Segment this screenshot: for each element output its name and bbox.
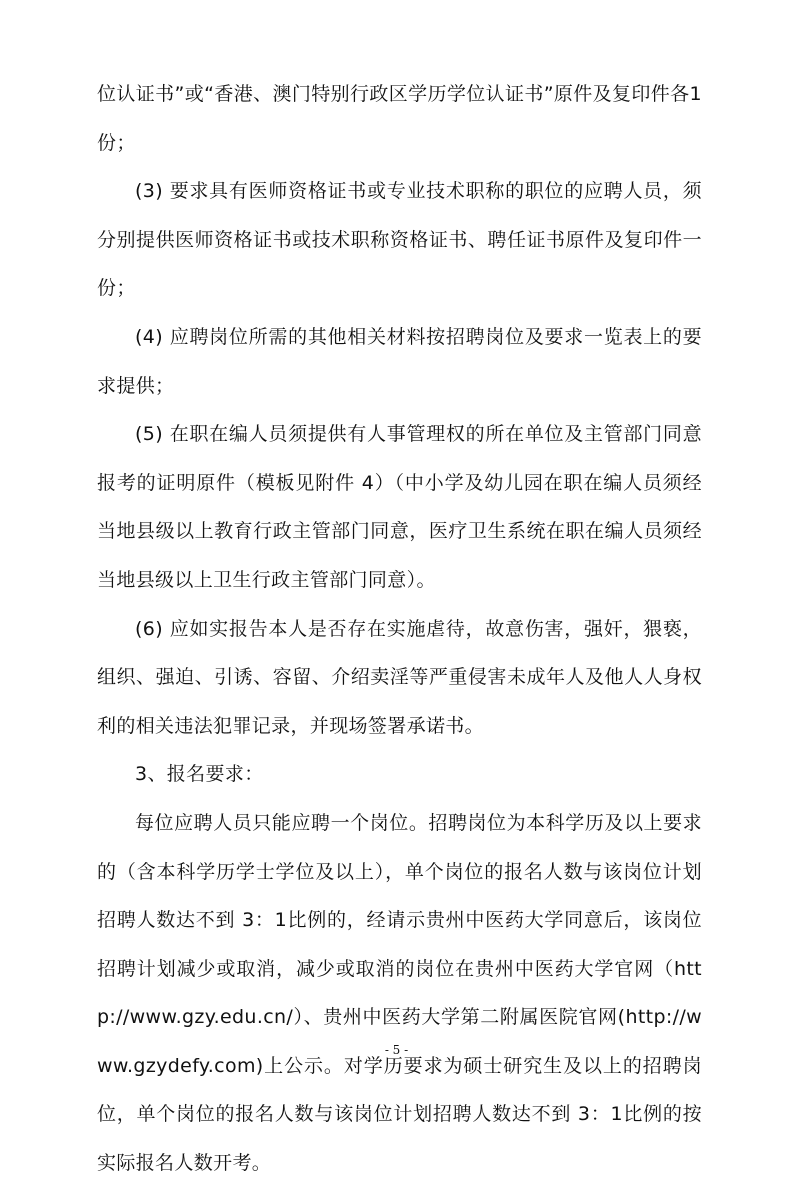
paragraph-item-3-qualification-certificates: (3) 要求具有医师资格证书或专业技术职称的职位的应聘人员，须分别提供医师资格证书或技术职称资格证书、聘任证书原件及复印件一份；	[97, 180, 702, 300]
paragraph-item-5-employer-consent: (5) 在职在编人员须提供有人事管理权的所在单位及主管部门同意报考的证明原件（模板见附件 4）（中小学及幼儿园在职在编人员须经当地县级以上教育行政主管部门同意，医疗卫生系统在职在编人员须经当地县级以上卫生行政主管部门同意）。	[97, 423, 702, 591]
paragraph-item-4-other-materials: (4) 应聘岗位所需的其他相关材料按招聘岗位及要求一览表上的要求提供；	[97, 325, 702, 397]
document-body	[97, 70, 702, 1188]
paragraph-certificate-continuation: 位认证书”或“香港、澳门特别行政区学历学位认证书”原件及复印件各1份；	[97, 83, 702, 154]
paragraph-registration-rules: 每位应聘人员只能应聘一个岗位。招聘岗位为本科学历及以上要求的（含本科学历学士学位及以上），单个岗位的报名人数与该岗位计划招聘人数达不到 3：1比例的，经请示贵州中医药大学同意后，该岗位招聘计划减少或取消，减少或取消的岗位在贵州中医药大学官网（http://www.gzy.edu.cn/）、贵州中医药大学第二附属医院官网(http://www.gzydefy.com)上公示。对学历要求为硕士研究生及以上的招聘岗位，单个岗位的报名人数与该岗位计划招聘人数达不到 3：1比例的按实际报名人数开考。	[97, 811, 702, 1175]
page-number: - 5 -	[384, 1043, 409, 1057]
section-heading-registration-requirements: 3、报名要求：	[135, 763, 264, 786]
paragraph-item-6-criminal-record-pledge: (6) 应如实报告本人是否存在实施虐待，故意伤害，强奸，猥亵，组织、强迫、引诱、容留、介绍卖淫等严重侵害未成年人及他人人身权利的相关违法犯罪记录，并现场签署承诺书。	[97, 617, 702, 737]
